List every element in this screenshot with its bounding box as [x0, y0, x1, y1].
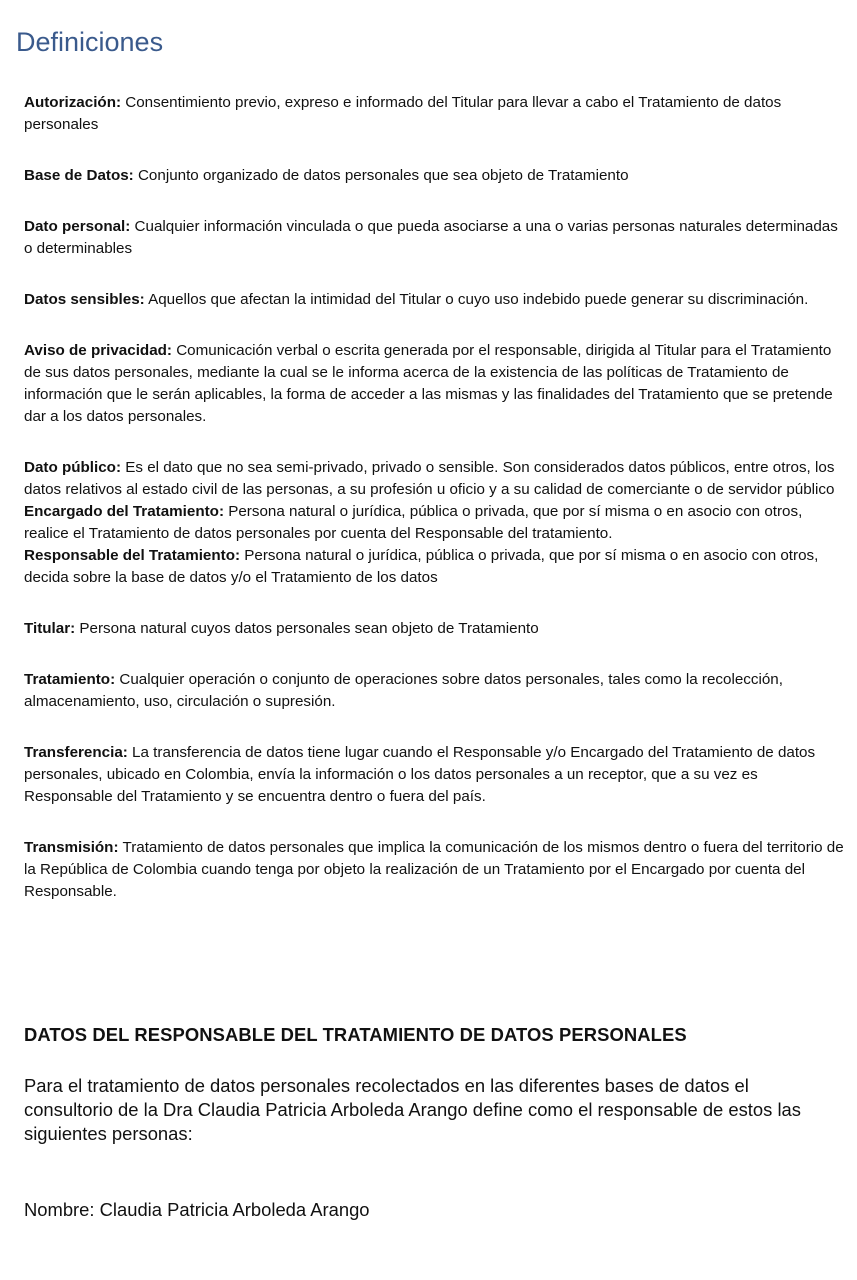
section-title: DATOS DEL RESPONSABLE DEL TRATAMIENTO DE DATOS PERSONALES — [24, 1024, 687, 1045]
definition-text: Es el dato que no sea semi-privado, privado o sensible. Son considerados datos públicos, entre otros, los datos relativos al estado civil de las personas, a su profesión u oficio y a su calidad de comerciante o de servidor público — [24, 459, 835, 498]
section-paragraph: Para el tratamiento de datos personales recolectados en las diferentes bases de datos el consultorio de la Dra Claudia Patricia Arboleda Arango define como el responsable de estos las siguientes personas: — [24, 1075, 801, 1144]
definition-term: Transmisión: — [24, 839, 119, 856]
definition-dato-personal — [24, 216, 846, 260]
definition-text: Comunicación verbal o escrita generada por el responsable, dirigida al Titular para el Tratamiento de sus datos personales, mediante la cual se le informa acerca de la existencia de las políticas de Tratamiento de información que le serán aplicables, la forma de acceder a las mismas y las finalidades del Tratamiento que se pretende dar a los datos personales. — [24, 342, 833, 425]
definition-text: Consentimiento previo, expreso e informado del Titular para llevar a cabo el Tratamiento de datos personales — [24, 94, 782, 133]
definition-titular — [24, 618, 846, 640]
definition-text: Cualquier información vinculada o que pueda asociarse a una o varias personas naturales determinadas o determinables — [24, 218, 838, 257]
definition-text: Persona natural o jurídica, pública o privada, que por sí misma o en asocio con otros, decida sobre la base de datos y/o el Tratamiento de los datos — [24, 547, 819, 586]
definition-transferencia — [24, 742, 846, 808]
definition-dato-publico — [24, 457, 846, 501]
definition-text: Persona natural cuyos datos personales sean objeto de Tratamiento — [75, 620, 539, 637]
definition-term: Encargado del Tratamiento: — [24, 503, 225, 520]
definition-tratamiento — [24, 669, 846, 713]
definitions-list — [24, 92, 846, 903]
definition-datos-sensibles — [24, 289, 846, 311]
definition-autorizacion — [24, 92, 846, 136]
responsible-name: Nombre: Claudia Patricia Arboleda Arango — [24, 1199, 370, 1220]
definition-base-de-datos — [24, 165, 846, 187]
definition-term: Responsable del Tratamiento: — [24, 547, 241, 564]
definition-term: Base de Datos: — [24, 167, 134, 184]
definition-transmision — [24, 837, 846, 903]
definition-term: Datos sensibles: — [24, 291, 145, 308]
definition-term: Titular: — [24, 620, 76, 637]
definition-responsable-del-tratamiento — [24, 545, 846, 589]
definition-term: Autorización: — [24, 94, 122, 111]
definition-term: Transferencia: — [24, 744, 128, 761]
definition-term: Tratamiento: — [24, 671, 116, 688]
definition-term: Dato personal: — [24, 218, 131, 235]
definition-text: Aquellos que afectan la intimidad del Titular o cuyo uso indebido puede generar su discriminación. — [144, 291, 809, 308]
definition-encargado-del-tratamiento — [24, 501, 846, 545]
definition-text: Persona natural o jurídica, pública o privada, que por sí misma o en asocio con otros, realice el Tratamiento de datos personales por cuenta del Responsable del tratamiento. — [24, 503, 803, 542]
definition-text: Conjunto organizado de datos personales que sea objeto de Tratamiento — [133, 167, 629, 184]
definition-text: La transferencia de datos tiene lugar cuando el Responsable y/o Encargado del Tratamiento de datos personales, ubicado en Colombia, envía la información o los datos personales a un receptor, que a su vez es Responsable del Tratamiento y se encuentra dentro o fuera del país. — [24, 744, 816, 805]
definition-term: Aviso de privacidad: — [24, 342, 172, 359]
definition-text: Tratamiento de datos personales que implica la comunicación de los mismos dentro o fuera del territorio de la República de Colombia cuando tenga por objeto la realización de un Tratamiento por el Encargado por cuenta del Responsable. — [24, 839, 844, 900]
page-title: Definiciones — [16, 27, 164, 57]
definition-term: Dato público: — [24, 459, 122, 476]
definition-aviso-de-privacidad — [24, 340, 846, 428]
definition-text: Cualquier operación o conjunto de operaciones sobre datos personales, tales como la recolección, almacenamiento, uso, circulación o supresión. — [24, 671, 783, 710]
